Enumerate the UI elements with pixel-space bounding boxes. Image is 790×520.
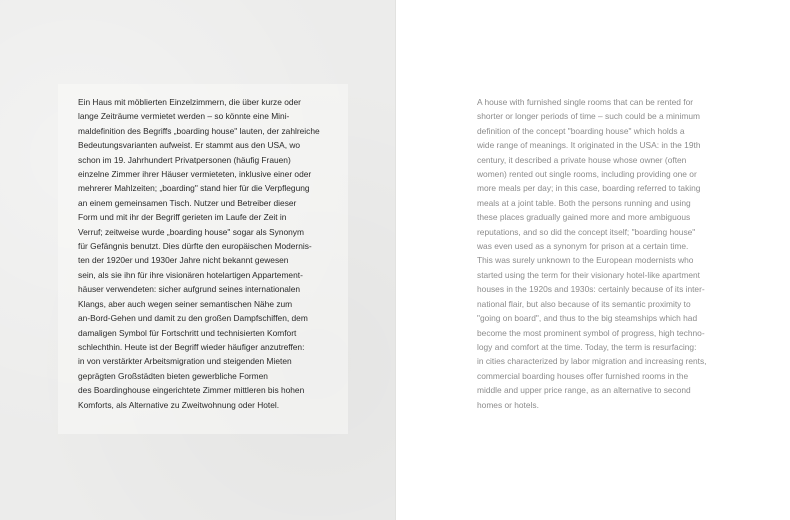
english-line: definition of the concept "boarding house" which holds a (477, 125, 685, 136)
english-line: commercial boarding houses offer furnished rooms in the (477, 370, 689, 381)
english-line: started using the term for their visionary hotel-like apartment (477, 269, 700, 280)
english-line: these places gradually gained more and more ambiguous (477, 212, 691, 223)
german-line: Komforts, als Alternative zu Zweitwohnung oder Hotel. (78, 399, 280, 410)
english-line: shorter or longer periods of time – such could be a minimum (477, 111, 700, 122)
german-line: schlechthin. Heute ist der Begriff wieder häufiger anzutreffen: (78, 341, 305, 352)
german-line: schon im 19. Jahrhundert Privatpersonen (häufig Frauen) (78, 154, 291, 165)
english-line: homes or hotels. (477, 399, 539, 410)
english-paragraph (477, 95, 737, 412)
german-line: Form und mit ihr der Begriff gerieten im Laufe der Zeit in (78, 212, 287, 223)
english-line: national flair, but also because of its semantic proximity to (477, 298, 691, 309)
german-line: Bedeutungsvarianten aufweist. Er stammt aus den USA, wo (78, 140, 301, 151)
german-line: Ein Haus mit möblierten Einzelzimmern, die über kurze oder (78, 97, 301, 107)
german-line: maldefinition des Begriffs „boarding house" lauten, der zahlreiche (78, 125, 320, 136)
german-line: des Boardinghouse eingerichtete Zimmer mittleren bis hohen (78, 385, 305, 396)
english-line: A house with furnished single rooms that can be rented for (477, 97, 694, 107)
german-line: für Gefängnis benutzt. Dies dürfte den europäischen Modernis- (78, 241, 312, 252)
english-line: become the most prominent symbol of progress, high techno- (477, 327, 705, 338)
english-line: meals at a joint table. Both the persons running and using (477, 197, 691, 208)
german-line: Klangs, aber auch wegen seiner semantischen Nähe zum (78, 298, 293, 309)
english-line: "going on board", and thus to the big steamships which had (477, 313, 698, 324)
english-line: This was surely unknown to the European modernists who (477, 255, 694, 266)
german-line: lange Zeiträume vermietet werden – so könnte eine Mini- (78, 111, 290, 122)
english-line: logy and comfort at the time. Today, the term is resurfacing: (477, 341, 697, 352)
german-line: damaligen Symbol für Fortschritt und technisierten Komfort (78, 327, 297, 338)
german-line: an-Bord-Gehen und damit zu den großen Dampfschiffen, dem (78, 313, 308, 324)
english-line: in cities characterized by labor migration and increasing rents, (477, 356, 707, 367)
english-line: more meals per day; in this case, boarding referred to taking (477, 183, 701, 194)
german-line: mehrerer Mahlzeiten; „boarding" stand hier für die Verpflegung (78, 183, 310, 194)
german-line: Verruf; zeitweise wurde „boarding house" sogar als Synonym (78, 226, 304, 237)
german-line: in von verstärkter Arbeitsmigration und steigenden Mieten (78, 356, 292, 367)
german-line: sein, als sie ihn für ihre visionären hotelartigen Appartement- (78, 269, 303, 280)
english-line: reputations, and so did the concept itself; "boarding house" (477, 226, 696, 237)
english-line: century, it described a private house whose owner (often (477, 154, 687, 165)
german-line: geprägten Großstädten bieten gewerbliche Formen (78, 370, 268, 381)
english-line: women) rented out single rooms, including providing one or (477, 169, 697, 180)
english-line: wide range of meanings. It originated in the USA: in the 19th (477, 140, 701, 151)
german-line: ten der 1920er und 1930er Jahre nicht bekannt gewesen (78, 255, 289, 266)
english-line: middle and upper price range, as an alternative to second (477, 385, 691, 396)
english-line: houses in the 1920s and 1930s: certainly because of its inter- (477, 284, 705, 295)
english-line: was even used as a synonym for prison at a certain time. (477, 241, 689, 252)
german-line: an einem gemeinsamen Tisch. Nutzer und Betreiber dieser (78, 197, 297, 208)
german-line: einzelne Zimmer ihrer Häuser vermieteten, inklusive einer oder (78, 169, 312, 180)
german-line: häuser verwendeten: sicher aufgrund seines internationalen (78, 284, 301, 295)
german-paragraph (78, 95, 360, 412)
